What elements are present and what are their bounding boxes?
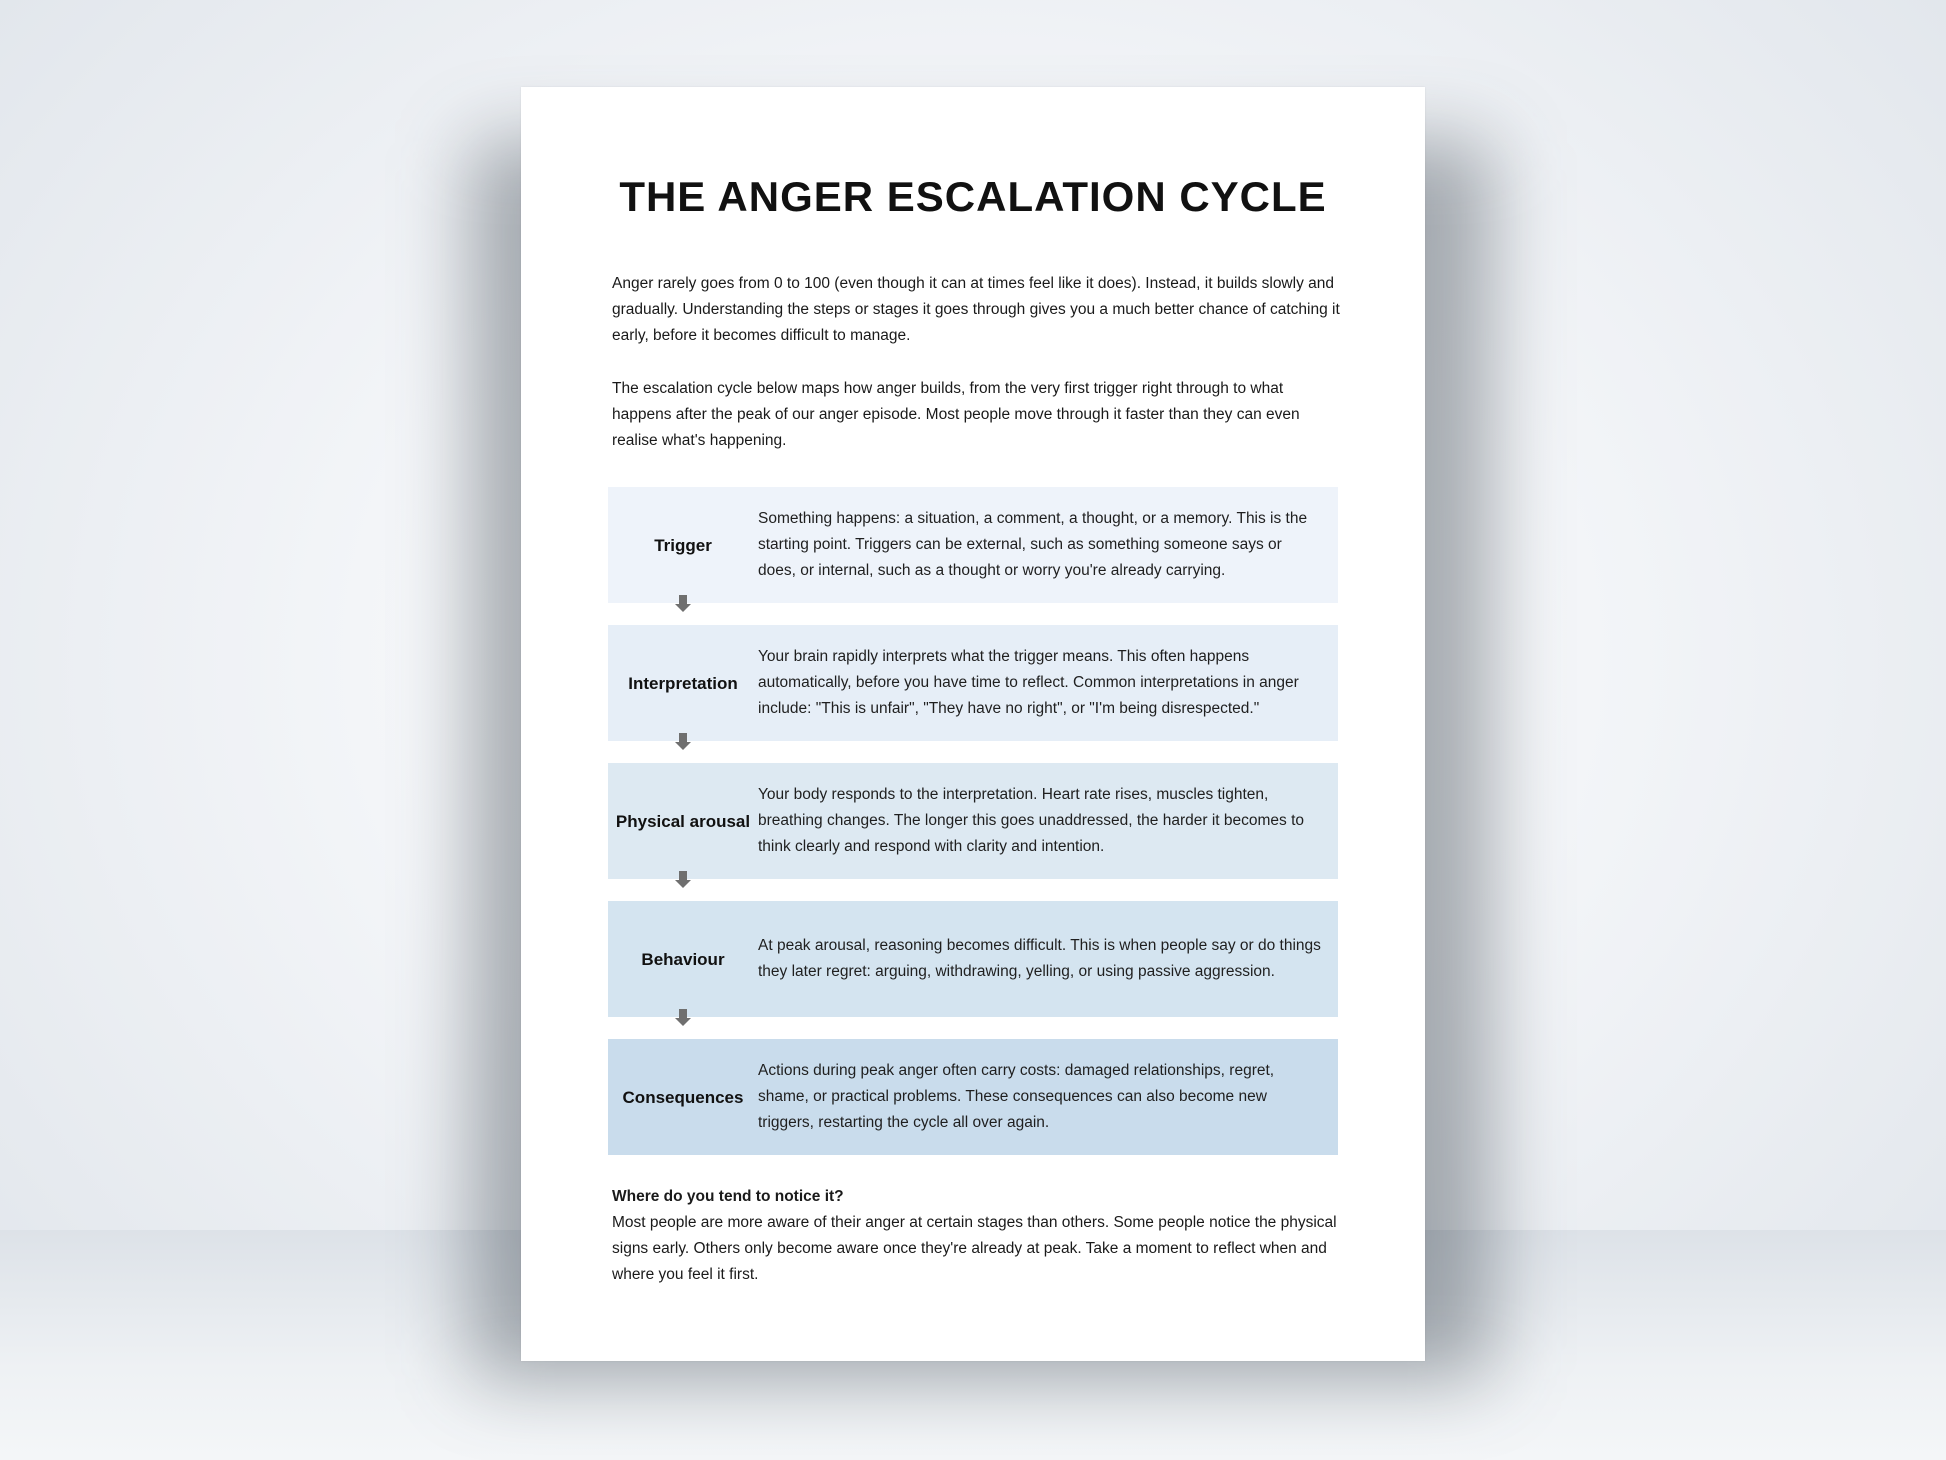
intro-paragraph-2: The escalation cycle below maps how anger builds, from the very first trigger right through to what happens after the peak of our anger episode. Most people move through it faster than they can even realise what's happening.: [612, 380, 1300, 449]
stage-physical-arousal: [608, 763, 1338, 879]
stage-behaviour: [608, 901, 1338, 1017]
stage-description: Your brain rapidly interprets what the trigger means. This often happens automatically, before you have time to reflect. Common interpretations in anger include: "This is unfair", "They have no right", or "I'm being disrespected.": [758, 648, 1299, 717]
page-title: THE ANGER ESCALATION CYCLE: [619, 173, 1327, 220]
stage-interpretation: [608, 625, 1338, 741]
reflection-section: [612, 1184, 1342, 1288]
stage-name: Interpretation: [628, 673, 738, 693]
stage-name: Behaviour: [641, 949, 725, 969]
stage-description: Something happens: a situation, a comment, a thought, or a memory. This is the starting point. Triggers can be external, such as something someone says or does, or internal, such as a thought or worry you're already carrying.: [758, 510, 1308, 579]
stage-name: Physical arousal: [615, 811, 751, 831]
down-arrow-icon: [675, 1009, 691, 1027]
stage-name: Trigger: [654, 535, 712, 555]
stage-description: Your body responds to the interpretation. Heart rate rises, muscles tighten, breathing changes. The longer this goes unaddressed, the harder it becomes to think clearly and respond with clarity and intention.: [758, 786, 1305, 855]
reflection-body: Most people are more aware of their anger at certain stages than others. Some people notice the physical signs early. Others only become aware once they're already at peak. Take a moment to reflect when and where you feel it first.: [612, 1214, 1337, 1283]
reflection-heading: Where do you tend to notice it?: [612, 1188, 844, 1205]
stage-description: At peak arousal, reasoning becomes difficult. This is when people say or do things they later regret: arguing, withdrawing, yelling, or using passive aggression.: [758, 937, 1321, 980]
stage-consequences: [608, 1039, 1338, 1155]
down-arrow-icon: [675, 595, 691, 613]
stage-description: Actions during peak anger often carry costs: damaged relationships, regret, shame, or practical problems. These consequences can also become new triggers, restarting the cycle all over again.: [758, 1062, 1275, 1131]
down-arrow-icon: [675, 871, 691, 889]
worksheet-page: [521, 87, 1425, 1361]
stage-trigger: [608, 487, 1338, 603]
escalation-stages: [608, 487, 1338, 1155]
intro-paragraph-1: Anger rarely goes from 0 to 100 (even though it can at times feel like it does). Instead, it builds slowly and gradually. Understanding the steps or stages it goes through gives you a much better chance of catching it early, before it becomes difficult to manage.: [612, 275, 1340, 344]
stage-name: Consequences: [622, 1087, 744, 1107]
down-arrow-icon: [675, 733, 691, 751]
